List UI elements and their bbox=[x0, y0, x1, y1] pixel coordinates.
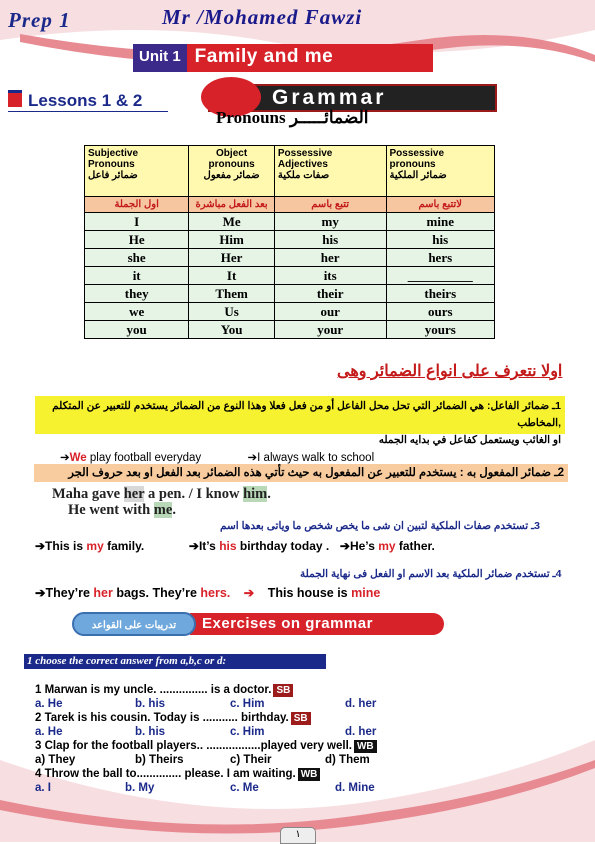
possessive-adjective-examples bbox=[35, 539, 435, 553]
explanation-line: 1ـ ضمائر الفاعل: هي الضمائر التي تحل محل الفاعل أو من فعل فعلا وهذا النوع من الضمائر يستخدم للتعبير عن المتكلم ,المخاطب bbox=[52, 400, 561, 429]
answer-option[interactable]: a. He bbox=[35, 698, 63, 710]
table-row bbox=[85, 303, 495, 321]
possessive-pronouns-note: 4ـ تستخدم ضمائر الملكية بعد الاسم او الفعل فى نهاية الجملة bbox=[300, 568, 562, 580]
grammar-title: Grammar bbox=[272, 86, 387, 109]
table-cell: its bbox=[274, 267, 386, 285]
exercises-arabic-label: تدريبات على القواعد bbox=[72, 612, 196, 636]
lessons-label bbox=[8, 90, 142, 111]
example-text: He went with bbox=[68, 502, 154, 518]
table-cell: her bbox=[274, 249, 386, 267]
question-text: 2 Tarek is his cousin. Today is ........... birthday. bbox=[35, 712, 289, 724]
table-cell: our bbox=[274, 303, 386, 321]
answer-option[interactable]: d) Them bbox=[325, 754, 370, 766]
table-row bbox=[85, 231, 495, 249]
possessive-adjectives-note: 3ـ تستخدم صفات الملكية لتبين ان شى ما يخص شخص ما وياتى بعدها اسم bbox=[220, 520, 540, 532]
highlighted-pronoun: mine bbox=[351, 586, 381, 600]
answer-option[interactable]: c. Him bbox=[230, 726, 265, 738]
highlighted-pronoun: her bbox=[93, 586, 113, 600]
question bbox=[35, 740, 377, 753]
answer-option[interactable]: d. Mine bbox=[335, 782, 375, 794]
object-pronouns-explanation: 2ـ ضمائر المفعول به : يستخدم للتعبير عن المفعول به حيث تأتي هذه الضمائر بعد الفعل او بعد حروف الجر bbox=[34, 464, 568, 482]
table-subheader-cell: لاتتبع باسم bbox=[386, 197, 494, 213]
object-example-line bbox=[52, 486, 271, 503]
table-cell: my bbox=[274, 213, 386, 231]
table-subheader-row bbox=[85, 197, 495, 213]
grade-label: Prep 1 bbox=[8, 8, 71, 32]
subject-pronouns-explanation bbox=[35, 396, 565, 446]
table-cell: yours bbox=[386, 321, 494, 339]
example-text: bags. They’re bbox=[112, 586, 201, 600]
answer-option[interactable]: a) They bbox=[35, 754, 76, 766]
table-cell: Me bbox=[189, 213, 275, 231]
table-cell: you bbox=[85, 321, 189, 339]
source-badge: WB bbox=[354, 740, 377, 753]
table-header-row bbox=[85, 146, 495, 197]
answer-option[interactable]: d. her bbox=[345, 698, 377, 710]
table-cell: ours bbox=[386, 303, 494, 321]
example-text: ➔He’s bbox=[339, 539, 379, 553]
pronouns-heading: Pronouns الضمائـــــر bbox=[216, 108, 369, 127]
answer-option[interactable]: a. He bbox=[35, 726, 63, 738]
table-cell: Us bbox=[189, 303, 275, 321]
highlighted-pronoun: her bbox=[123, 486, 145, 502]
table-row bbox=[85, 267, 495, 285]
highlighted-pronoun: him bbox=[243, 486, 268, 502]
table-cell: Them bbox=[189, 285, 275, 303]
table-header-cell: Subjective Pronouns ضمائر فاعل bbox=[85, 146, 189, 197]
table-cell: his bbox=[386, 231, 494, 249]
lessons-underline bbox=[8, 111, 168, 112]
table-cell: hers bbox=[386, 249, 494, 267]
example-text: ➔They’re bbox=[35, 586, 94, 600]
answer-option[interactable]: c. Me bbox=[230, 782, 259, 794]
table-header-cell: Possessive pronouns ضمائر الملكية bbox=[386, 146, 494, 197]
exercises-banner bbox=[72, 612, 444, 636]
arrow-icon: ➔ bbox=[60, 452, 70, 464]
arrow-icon: ➔ bbox=[243, 586, 255, 600]
table-cell: their bbox=[274, 285, 386, 303]
table-cell: __________ bbox=[386, 267, 494, 285]
highlighted-pronoun: my bbox=[378, 539, 396, 553]
answer-option[interactable]: b. his bbox=[135, 698, 166, 710]
answer-option[interactable]: b) Theirs bbox=[135, 754, 184, 766]
example-text: birthday today . bbox=[236, 539, 330, 553]
table-subheader-cell: تتبع باسم bbox=[274, 197, 386, 213]
highlighted-pronoun: his bbox=[219, 539, 237, 553]
question-text: 3 Clap for the football players.. .................played very well. bbox=[35, 740, 352, 752]
table-cell: your bbox=[274, 321, 386, 339]
table-subheader-cell: بعد الفعل مباشرة bbox=[189, 197, 275, 213]
table-cell: they bbox=[85, 285, 189, 303]
highlighted-pronoun: hers. bbox=[200, 586, 231, 600]
answer-option[interactable]: c. Him bbox=[230, 698, 265, 710]
table-cell: He bbox=[85, 231, 189, 249]
answer-option[interactable]: d. her bbox=[345, 726, 377, 738]
example-text: . bbox=[172, 502, 176, 518]
source-badge: SB bbox=[273, 684, 293, 697]
possessive-pronoun-examples bbox=[35, 585, 380, 600]
table-header-cell: Possessive Adjectives صفات ملكية bbox=[274, 146, 386, 197]
table-cell: we bbox=[85, 303, 189, 321]
answer-option[interactable]: c) Their bbox=[230, 754, 272, 766]
lessons-text: Lessons 1 & 2 bbox=[28, 91, 143, 110]
table-cell: theirs bbox=[386, 285, 494, 303]
question-text: 1 Marwan is my uncle. ............... is a doctor. bbox=[35, 684, 272, 696]
answer-option[interactable]: b. My bbox=[125, 782, 155, 794]
page-number: ١ bbox=[280, 827, 316, 844]
unit-tag: Unit 1 bbox=[133, 44, 187, 72]
example-text: play football everyday bbox=[86, 452, 202, 464]
example-text: ➔This is bbox=[35, 539, 87, 553]
explanation-line: او الغائب ويستعمل كفاعل في بدايه الجمله bbox=[378, 434, 561, 446]
example-text: This house is bbox=[267, 586, 352, 600]
table-cell: she bbox=[85, 249, 189, 267]
source-badge: WB bbox=[298, 768, 321, 781]
subject-pronoun-examples bbox=[60, 450, 374, 464]
table-cell: I bbox=[85, 213, 189, 231]
question-text: 4 Throw the ball to.............. please. I am waiting. bbox=[35, 768, 296, 780]
highlighted-pronoun: We bbox=[69, 452, 87, 464]
flag-icon bbox=[8, 90, 22, 107]
table-row bbox=[85, 213, 495, 231]
table-cell: Him bbox=[189, 231, 275, 249]
table-header-cell: Object pronouns ضمائر مفعول bbox=[189, 146, 275, 197]
question bbox=[35, 712, 311, 725]
table-cell: his bbox=[274, 231, 386, 249]
highlighted-pronoun: my bbox=[86, 539, 104, 553]
pronouns-table bbox=[84, 145, 495, 339]
question bbox=[35, 768, 320, 781]
question bbox=[35, 684, 293, 697]
table-subheader-cell: اول الجملة bbox=[85, 197, 189, 213]
exercise-instruction: 1 choose the correct answer from a,b,c or d: bbox=[24, 654, 326, 669]
table-cell: It bbox=[189, 267, 275, 285]
table-cell: it bbox=[85, 267, 189, 285]
example-text: a pen. / I know bbox=[144, 486, 244, 502]
table-cell: Her bbox=[189, 249, 275, 267]
exercises-title: Exercises on grammar bbox=[190, 613, 444, 635]
source-badge: SB bbox=[291, 712, 311, 725]
example-text: Maha gave bbox=[52, 486, 124, 502]
teacher-name: Mr /Mohamed Fawzi bbox=[162, 5, 363, 29]
answer-option[interactable]: a. I bbox=[35, 782, 51, 794]
example-text: ➔It’s bbox=[188, 539, 220, 553]
object-example-line bbox=[68, 502, 176, 519]
example-text: father. bbox=[395, 539, 435, 553]
table-cell: mine bbox=[386, 213, 494, 231]
example-text: family. bbox=[103, 539, 145, 553]
unit-banner bbox=[133, 44, 433, 72]
table-row bbox=[85, 249, 495, 267]
answer-option[interactable]: b. his bbox=[135, 726, 166, 738]
unit-title: Family and me bbox=[187, 44, 433, 72]
table-cell: You bbox=[189, 321, 275, 339]
table-row bbox=[85, 321, 495, 339]
example-text: . bbox=[267, 486, 271, 502]
table-row bbox=[85, 285, 495, 303]
section-title-pronoun-types: اولا نتعرف على انواع الضمائر وهى bbox=[337, 363, 563, 380]
highlighted-pronoun: me bbox=[153, 502, 173, 518]
example-text: ➔I always walk to school bbox=[247, 452, 375, 464]
